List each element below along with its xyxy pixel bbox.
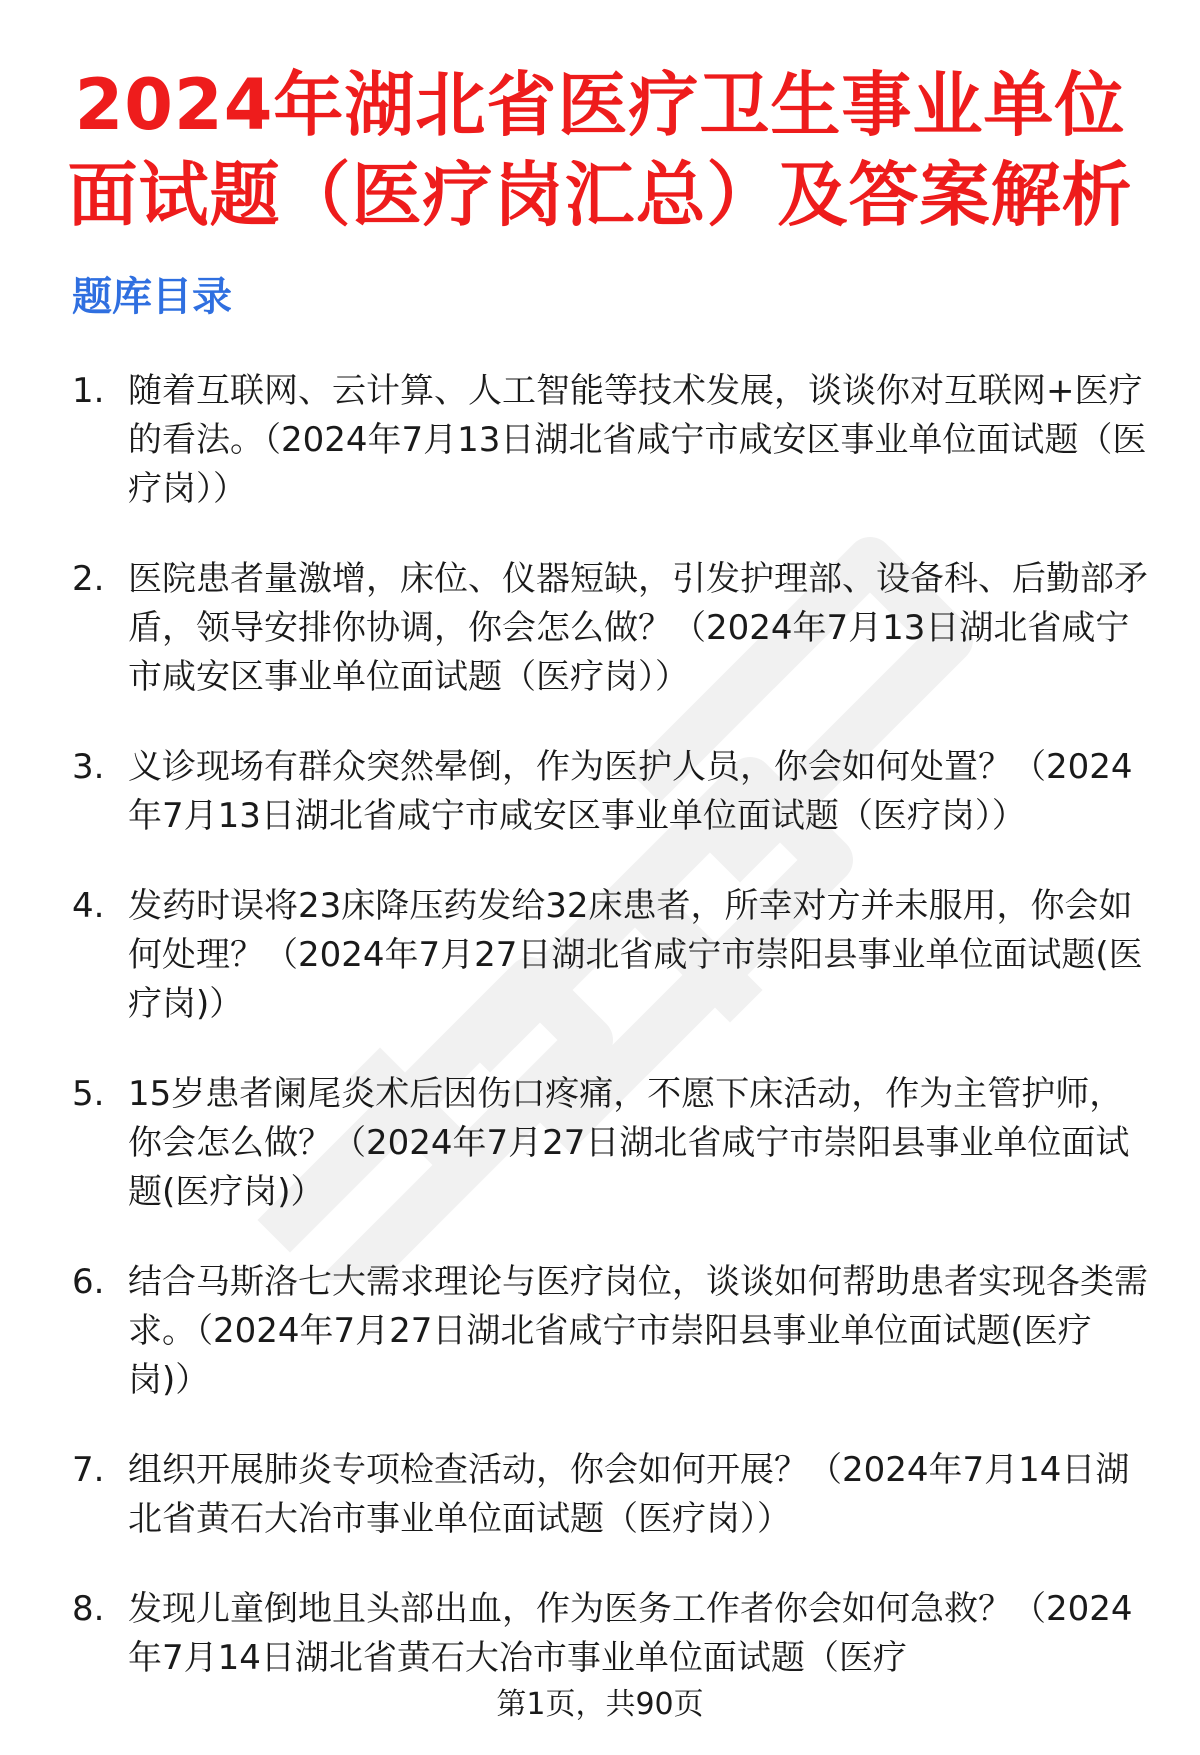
toc-item-number: 4. xyxy=(72,886,105,926)
toc-item-number: 1. xyxy=(72,371,105,411)
toc-item xyxy=(72,1446,1152,1544)
toc-item xyxy=(72,1585,1152,1683)
toc-item-number: 7. xyxy=(72,1450,105,1490)
section-heading-toc: 题库目录 xyxy=(72,274,232,320)
toc-list xyxy=(72,367,1152,1724)
toc-item-text: 组织开展肺炎专项检查活动，你会如何开展？（2024年7月14日湖北省黄石大冶市事业单位面试题（医疗岗）） xyxy=(128,1450,1130,1539)
toc-item-number: 6. xyxy=(72,1262,105,1302)
toc-item-number: 2. xyxy=(72,559,105,599)
toc-item-number: 5. xyxy=(72,1074,105,1114)
toc-item xyxy=(72,1070,1152,1217)
toc-item-text: 15岁患者阑尾炎术后因伤口疼痛，不愿下床活动，作为主管护师，你会怎么做？（2024年7月27日湖北省咸宁市崇阳县事业单位面试题(医疗岗)） xyxy=(128,1074,1130,1212)
toc-item-text: 医院患者量激增，床位、仪器短缺，引发护理部、设备科、后勤部矛盾，领导安排你协调，你会怎么做？（2024年7月13日湖北省咸宁市咸安区事业单位面试题（医疗岗）） xyxy=(128,559,1148,697)
toc-item xyxy=(72,555,1152,702)
toc-item-text: 发药时误将23床降压药发给32床患者，所幸对方并未服用，你会如何处理？（2024年7月27日湖北省咸宁市崇阳县事业单位面试题(医疗岗)） xyxy=(128,886,1143,1024)
toc-item xyxy=(72,882,1152,1029)
page-footer: 第1页，共90页 xyxy=(496,1687,704,1722)
toc-item-number: 3. xyxy=(72,747,105,787)
toc-item-number: 8. xyxy=(72,1589,105,1629)
document-title: 2024年湖北省医疗卫生事业单位面试题（医疗岗汇总）及答案解析 xyxy=(67,64,1133,236)
toc-item xyxy=(72,1258,1152,1405)
toc-item-text: 随着互联网、云计算、人工智能等技术发展，谈谈你对互联网+医疗的看法。（2024年7月13日湖北省咸宁市咸安区事业单位面试题（医疗岗）） xyxy=(128,371,1147,509)
toc-item xyxy=(72,367,1152,514)
toc-item-text: 结合马斯洛七大需求理论与医疗岗位，谈谈如何帮助患者实现各类需求。（2024年7月27日湖北省咸宁市崇阳县事业单位面试题(医疗岗)） xyxy=(128,1262,1148,1400)
toc-item-text: 义诊现场有群众突然晕倒，作为医护人员，你会如何处置？（2024年7月13日湖北省咸宁市咸安区事业单位面试题（医疗岗）） xyxy=(128,747,1133,836)
toc-item xyxy=(72,743,1152,841)
toc-item-text: 发现儿童倒地且头部出血，作为医务工作者你会如何急救？（2024年7月14日湖北省黄石大冶市事业单位面试题（医疗 xyxy=(128,1589,1133,1678)
